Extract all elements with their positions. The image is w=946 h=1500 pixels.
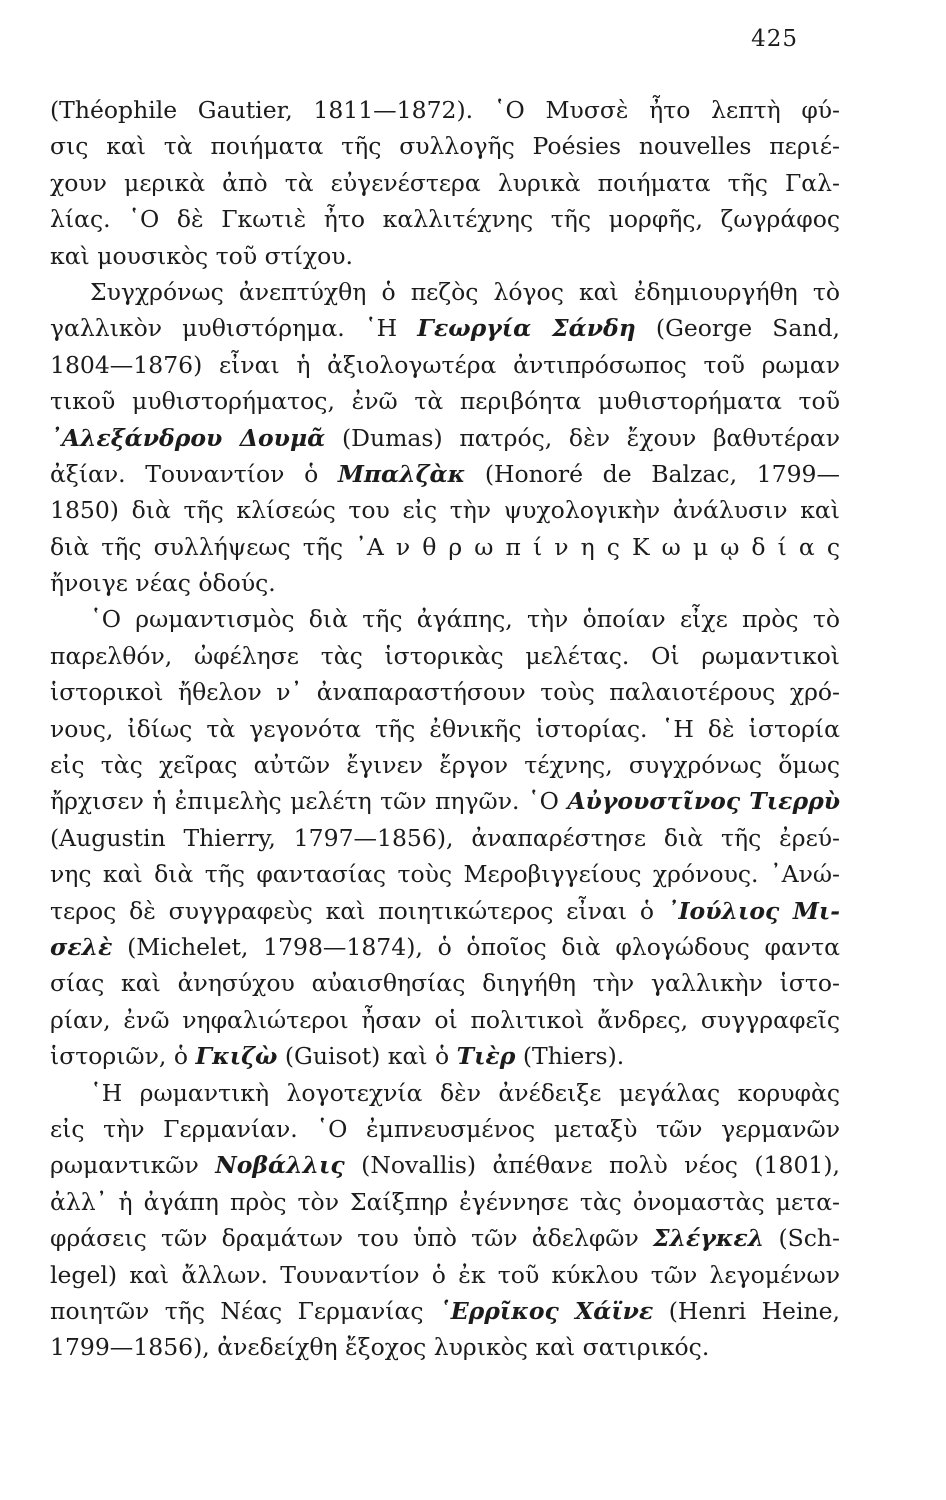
text-run: 1850) διὰ τῆς κλίσεώς του εἰς τὴν ψυχολογικὴν ἀνάλυσιν καὶ [50,496,840,525]
text-run: λίας. ῾Ο δὲ Γκωτιὲ ἦτο καλλιτέχνης τῆς μορφῆς, ζωγράφος [50,205,840,234]
text-run: τερος δὲ συγγραφεὺς καὶ ποιητικώτερος εἶναι ὁ [50,896,667,925]
emphasized-name: ῾Ερρῖκος Χάϊνε [438,1296,654,1325]
text-line [50,420,840,456]
text-run: (Michelet, 1798—1874), ὁ ὁποῖος διὰ φλογώδους φαντα [112,932,840,961]
text-run: ἤνοιγε νέας ὁδούς. [50,569,276,598]
text-line [50,347,840,383]
text-run: διὰ τῆς συλλήψεως τῆς ᾿Α ν θ ρ ω π ί ν η ς Κ ω μ ῳ δ ί α ς [50,532,840,561]
body-text [50,92,840,1366]
text-run: σις καὶ τὰ ποιήματα τῆς συλλογῆς Poésies nouvelles περιέ- [50,132,840,161]
text-line [50,383,840,419]
text-line [50,1220,840,1256]
text-line [50,1329,840,1365]
text-run: ρωμαντικῶν [50,1151,216,1180]
text-run: τικοῦ μυθιστορήματος, ἐνῶ τὰ περιβόητα μυθιστορήματα τοῦ [50,387,840,416]
text-run: Συγχρόνως ἀνεπτύχθη ὁ πεζὸς λόγος καὶ ἐδημιουργήθη τὸ [90,277,840,306]
text-line [50,601,840,637]
text-run: (Sch- [764,1224,840,1253]
text-line [50,1002,840,1038]
text-run: καὶ μουσικὸς τοῦ στίχου. [50,241,353,270]
text-run: νους, ἰδίως τὰ γεγονότα τῆς ἐθνικῆς ἱστορίας. ῾Η δὲ ἱστορία [50,714,840,743]
text-line [50,638,840,674]
text-line [50,856,840,892]
text-line [50,1147,840,1183]
emphasized-name: ᾿Ιούλιος Μι- [666,896,840,925]
text-run: ἀξίαν. Τουναντίον ὁ [50,459,338,488]
text-run: σίας καὶ ἀνησύχου αὐαισθησίας διηγήθη τὴν γαλλικὴν ἱστο- [50,969,840,998]
text-run: (George Sand, [635,314,840,343]
text-line [50,238,840,274]
text-run: 1799—1856), ἀνεδείχθη ἔξοχος λυρικὸς καὶ σατιρικός. [50,1333,710,1362]
text-run: εἰς τὰς χεῖρας αὐτῶν ἔγινεν ἔργον τέχνης, συγχρόνως ὅμως [50,751,840,780]
text-run: (Henri Heine, [653,1296,840,1325]
text-line [50,456,840,492]
text-line [50,820,840,856]
text-line [50,92,840,128]
text-run: ἱστορικοὶ ἤθελον ν᾿ ἀναπαραστήσουν τοὺς παλαιοτέρους χρό- [50,678,840,707]
text-line [50,274,840,310]
text-line [50,674,840,710]
text-line [50,929,840,965]
text-run: (Honoré de Balzac, 1799— [465,459,840,488]
text-run: ἤρχισεν ἡ ἐπιμελὴς μελέτη τῶν πηγῶν. ῾Ο [50,787,568,816]
text-run: νης καὶ διὰ τῆς φαντασίας τοὺς Μεροβιγγείους χρόνους. ᾿Ανώ- [50,860,840,889]
text-line [50,1257,840,1293]
text-run: (Augustin Thierry, 1797—1856), ἀναπαρέστησε διὰ τῆς ἐρεύ- [50,823,840,852]
text-run: φράσεις τῶν δραμάτων του ὑπὸ τῶν ἀδελφῶν [50,1224,653,1253]
text-line [50,783,840,819]
text-run: χουν μερικὰ ἀπὸ τὰ εὐγενέστερα λυρικὰ ποιήματα τῆς Γαλ- [50,168,840,197]
text-line [50,965,840,1001]
emphasized-name: Γεωργία Σάνδη [417,314,636,343]
text-run: ρίαν, ἐνῶ νηφαλιώτεροι ἦσαν οἱ πολιτικοὶ ἄνδρες, συγγραφεῖς [50,1005,840,1034]
text-line [50,1293,840,1329]
text-line [50,565,840,601]
emphasized-name: ᾿Αλεξάνδρου Δουμᾶ [50,423,326,452]
text-run: ἱστοριῶν, ὁ [50,1042,196,1071]
text-line [50,128,840,164]
text-run: legel) καὶ ἄλλων. Τουναντίον ὁ ἐκ τοῦ κύκλου τῶν λεγομένων [50,1260,840,1289]
text-run: ποιητῶν τῆς Νέας Γερμανίας [50,1296,439,1325]
emphasized-name: Νοβάλλις [215,1151,345,1180]
text-run: ῾Ο ρωμαντισμὸς διὰ τῆς ἀγάπης, τὴν ὁποίαν εἶχε πρὸς τὸ [90,605,840,634]
text-line [50,1184,840,1220]
emphasized-name: σελὲ [50,932,113,961]
text-line [50,529,840,565]
text-line [50,711,840,747]
text-line [50,165,840,201]
text-line [50,1111,840,1147]
emphasized-name: Μπαλζὰκ [337,459,466,488]
text-line [50,747,840,783]
text-run: (Guisot) καὶ ὁ [277,1042,457,1071]
emphasized-name: Σλέγκελ [652,1224,765,1253]
text-line [50,310,840,346]
text-run: γαλλικὸν μυθιστόρημα. ῾Η [50,314,418,343]
text-run: (Théophile Gautier, 1811—1872). ῾Ο Μυσσὲ ἦτο λεπτὴ φύ- [50,96,840,124]
page-number: 425 [751,26,798,52]
text-run: παρελθόν, ὠφέλησε τὰς ἱστορικὰς μελέτας. Οἱ ρωμαντικοὶ [50,641,840,670]
text-line [50,1075,840,1111]
text-run: εἰς τὴν Γερμανίαν. ῾Ο ἐμπνευσμένος μεταξὺ τῶν γερμανῶν [50,1114,840,1143]
text-run: 1804—1876) εἶναι ἡ ἀξιολογωτέρα ἀντιπρόσωπος τοῦ ρωμαν [50,350,840,379]
emphasized-name: Αὐγουστῖνος Τιερρὺ [567,787,840,816]
text-run: ἀλλ᾿ ἡ ἀγάπη πρὸς τὸν Σαίξπηρ ἐγέννησε τὰς ὀνομαστὰς μετα- [50,1187,840,1216]
text-run: ῾Η ρωμαντικὴ λογοτεχνία δὲν ἀνέδειξε μεγάλας κορυφὰς [90,1078,840,1107]
text-run: (Novallis) ἀπέθανε πολὺ νέος (1801), [344,1151,840,1180]
text-line [50,492,840,528]
emphasized-name: Τιὲρ [456,1042,516,1071]
emphasized-name: Γκιζὼ [195,1042,278,1071]
text-run: (Dumas) πατρός, δὲν ἔχουν βαθυτέραν [325,423,840,452]
text-line [50,201,840,237]
text-line [50,893,840,929]
text-run: (Thiers). [515,1042,625,1071]
text-line [50,1038,840,1074]
